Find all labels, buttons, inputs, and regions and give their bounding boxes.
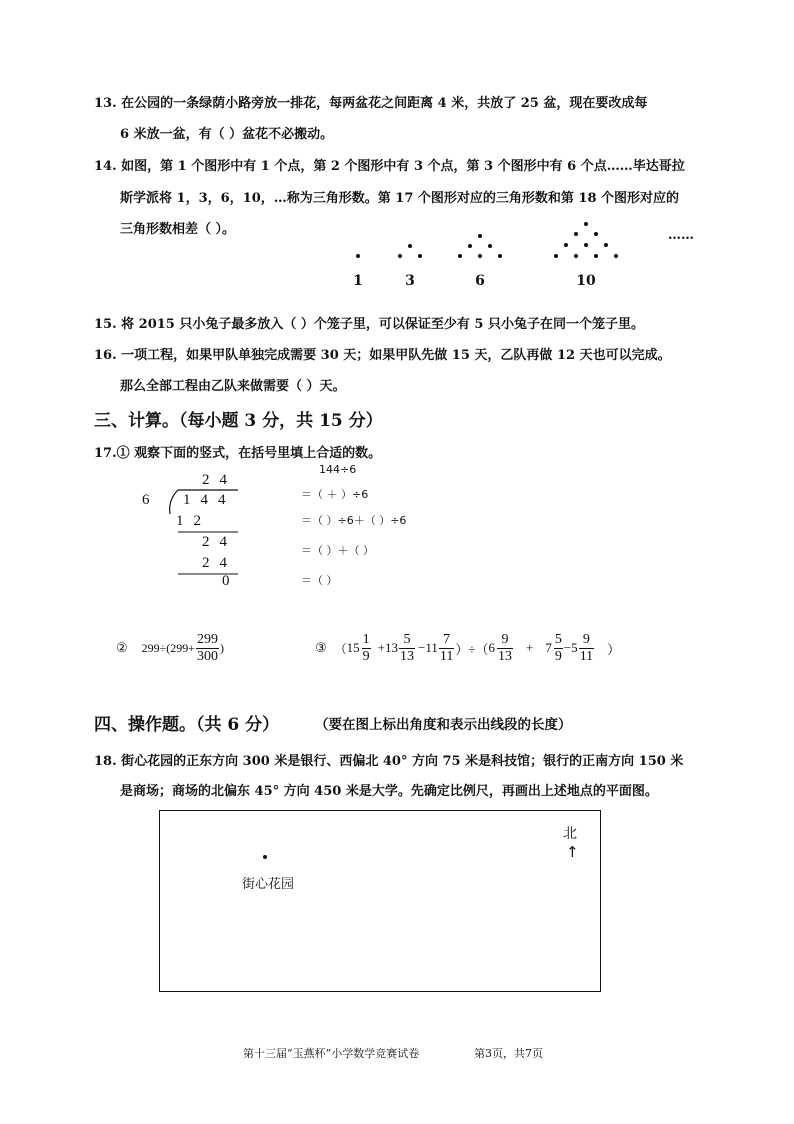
problem-3-term4: 6 $\frac{9}{13}$: [488, 631, 512, 664]
garden-label: 街心花园: [242, 877, 295, 892]
section3-title: 三、计算。（每小题 3 分，共 15 分）: [94, 411, 383, 431]
figure-label-10: 10: [576, 273, 596, 289]
q16-line2: 那么全部工程由乙队来做需要（ ）天。: [120, 379, 346, 394]
map-drawing-area[interactable]: [159, 810, 601, 992]
equation-line-4: ＝（ ）＋（ ）: [301, 544, 374, 557]
q17-intro: 17.① 观察下面的竖式，在括号里填上合适的数。: [94, 446, 382, 461]
q15-line1: 15. 将 2015 只小兔子最多放入（ ）个笼子里，可以保证至少有 5 只小兔子在同一个笼子里。: [94, 317, 644, 332]
problem-2-lead: 299÷(299+: [141, 640, 196, 655]
q18-line1: 18. 街心花园的正东方向 300 米是银行、西偏北 40° 方向 75 米是科技馆；银行的正南方向 150 米: [94, 754, 684, 769]
section4-note: （要在图上标出角度和表示出线段的长度）: [315, 717, 572, 733]
division-step3: 24: [202, 555, 237, 571]
problem-3-term5: 7 $\frac{5}{9}$: [545, 631, 562, 664]
garden-point-icon: [263, 855, 267, 859]
problem-2-marker: ②: [116, 640, 128, 655]
division-step2: 24: [202, 534, 237, 550]
section4-title: 四、操作题。（共 6 分）: [94, 715, 280, 735]
division-dividend: 144: [183, 492, 236, 508]
equation-line-2: ＝（ ＋ ）÷6: [301, 488, 369, 501]
problem-2-tail: ): [220, 640, 225, 655]
figure-label-6: 6: [475, 273, 485, 289]
problem-3-marker: ③: [315, 640, 327, 655]
equation-line-1: 144÷6: [319, 463, 357, 476]
division-lines: [150, 486, 250, 576]
q14-line1: 14. 如图，第 1 个图形中有 1 个点，第 2 个图形中有 3 个点，第 3 个图形中有 6 个点……毕达哥拉: [94, 159, 685, 174]
q13-line2: 6 米放一盆，有（ ）盆花不必搬动。: [120, 127, 334, 142]
north-arrow-icon: ↑: [566, 843, 579, 861]
q13-line1: 13. 在公园的一条绿荫小路旁放一排花，每两盆花之间距离 4 米，共放了 25 盆，现在要改成每: [94, 96, 648, 111]
problem-3-term2: $\frac{5}{13}$: [400, 631, 415, 664]
division-remainder: 0: [222, 573, 240, 589]
problem-3: ③ （ 15 $\frac{1}{9}$ +13 $\frac{5}{13}$ −11 $\frac{7}{11}$ ）÷（ 6 $\frac{9}{13}$ + 7 $\frac{5}{9}$ −5 $\frac{9}{11}$ ）: [315, 631, 621, 664]
division-step1: 12: [176, 513, 211, 529]
division-quotient: 24: [202, 472, 237, 488]
equation-line-5: ＝（ ）: [301, 574, 338, 587]
footer-contest: 第十三届“玉燕杯”小学数学竞赛试卷: [243, 1047, 420, 1060]
problem-3-term3: $\frac{7}{11}$: [439, 631, 454, 664]
q16-line1: 16. 一项工程，如果甲队单独完成需要 30 天；如果甲队先做 15 天，乙队再做 12 天也可以完成。: [94, 348, 671, 363]
triangle-dots-figure: [340, 215, 680, 265]
q14-line3: 三角形数相差（ ）。: [120, 222, 236, 237]
q18-line2: 是商场；商场的北偏东 45° 方向 450 米是大学。先确定比例尺，再画出上述地点的平面图。: [120, 784, 658, 799]
q14-line2: 斯学派将 1，3，6，10，…称为三角形数。第 17 个图形对应的三角形数和第 18 个图形对应的: [120, 191, 680, 206]
equation-line-3: ＝（ ）÷6＋（ ）÷6: [301, 514, 407, 527]
problem-2: [116, 628, 224, 668]
problem-2-fraction: $\frac{299}{300}$: [197, 631, 219, 664]
figure-ellipsis: ……: [668, 228, 694, 243]
footer-page-number: 第3页，共7页: [474, 1047, 543, 1060]
figure-label-1: 1: [353, 273, 363, 289]
problem-3-term1: 15 $\frac{1}{9}$: [346, 631, 370, 664]
north-label: 北: [563, 826, 577, 842]
division-divisor: 6: [142, 492, 160, 508]
figure-label-3: 3: [405, 273, 415, 289]
problem-3-term6: $\frac{9}{11}$: [579, 631, 594, 664]
